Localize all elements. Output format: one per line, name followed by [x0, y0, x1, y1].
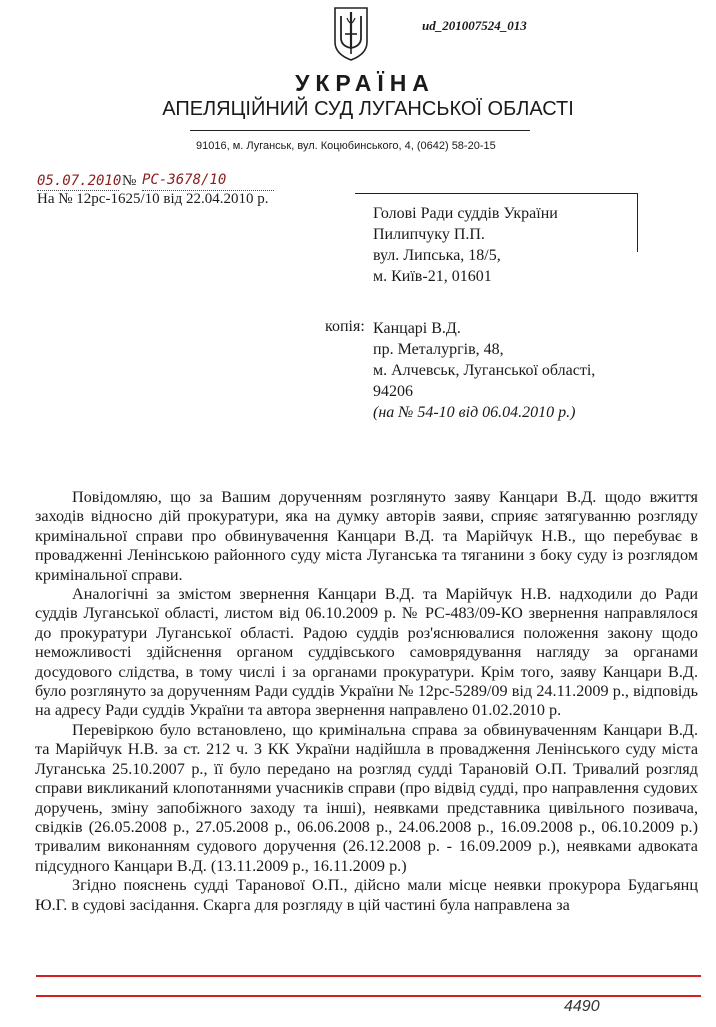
reference-line: На № 12рс-1625/10 від 22.04.2010 р. — [37, 191, 269, 207]
outgoing-number-label: № — [122, 173, 137, 189]
copy-label: копія: — [325, 318, 365, 335]
header-divider — [190, 130, 530, 131]
copy-recipient-block — [373, 318, 595, 423]
body-paragraph: Аналогічні за змістом звернення Канцари В.Д. та Марійчук Н.В. надходили до Ради суддів Луганської області, листом від 06.10.2009 р. № РС-483/09-КО звернення направлялося до прокуратури Луганської області. Радою суддів роз'яснювалися положення закону щодо неможливості здійснення органом суддівського самоврядування нагляду за органами досудового слідства, в тому числі і за органами прокуратури. Крім того, заяву Канцари В.Д. було розглянуто за дорученням Ради суддів України № 12рс-5289/09 від 24.11.2009 р., відповідь на адресу Ради суддів України та автора звернення направлено 01.02.2010 р. — [35, 585, 698, 720]
copy-reference-note: (на № 54-10 від 06.04.2010 р.) — [373, 404, 576, 421]
recipient-line: вул. Липська, 18/5, — [373, 247, 501, 264]
copy-line: м. Алчевськ, Луганської області, — [373, 362, 596, 379]
document-id: ud_201007524_013 — [422, 18, 527, 33]
court-address: 91016, м. Луганськ, вул. Коцюбинського, 4, (0642) 58-20-15 — [196, 140, 496, 152]
outgoing-date: 05.07.2010 — [37, 173, 122, 189]
recipient-line: м. Київ-21, 01601 — [373, 268, 492, 285]
letter-body — [35, 488, 698, 915]
recipient-block — [373, 203, 558, 287]
recipient-line: Пилипчуку П.П. — [373, 226, 485, 243]
country-title: УКРАЇНА — [295, 70, 435, 96]
copy-line: 94206 — [373, 383, 413, 400]
body-paragraph: Повідомляю, що за Вашим дорученням розглянуто заяву Канцари В.Д. щодо вжиття заходів відносно дій прокуратури, яка на думку авторів заяви, сприяє затягуванню розгляду кримінальної справи про обвинувачення Канцари В.Д. та Марійчук Н.В., що перебуває в провадженні Ленінською районного суду міста Луганська та тяганини з боку суду із розглядом кримінальної справи. — [35, 488, 698, 584]
body-paragraph: Перевіркою було встановлено, що кримінальна справа за обвинуваченням Канцари В.Д. та Марійчук Н.В. за ст. 212 ч. 3 КК України надійшла в провадження Ленінського суду міста Луганська 25.10.2007 р., її було передано на розгляд судді Тарановій О.П. Тривалий розгляд справи викликаний клопотаннями учасників справи (про відвід судді, про направлення судових доручень, зміну запобіжного заходу та інші), неявками представника цивільного позивача, свідків (26.05.2008 р., 27.05.2008 р., 06.06.2008 р., 24.06.2008 р., 16.09.2008 р., 06.10.2009 р.) тривалим виконанням судового доручення (26.12.2008 р. - 16.09.2009 р.), неявками адвоката підсудного Канцари В.Д. (13.11.2009 р., 16.11.2009 р.) — [35, 720, 698, 875]
court-name: АПЕЛЯЦІЙНИЙ СУД ЛУГАНСЬКОЇ ОБЛАСТІ — [162, 98, 574, 120]
red-underline-2 — [36, 995, 701, 997]
trident-emblem-icon — [331, 4, 371, 62]
red-underline-1 — [36, 975, 701, 977]
copy-line: пр. Металургів, 48, — [373, 341, 504, 358]
body-paragraph-highlighted: Згідно пояснень судді Таранової О.П., дійсно мали місце неявки прокурора Будагьянц Ю.Г. в судові засідання. Скарга для розгляду в цій частині була направлена за — [35, 876, 698, 914]
recipient-line: Голові Ради суддів України — [373, 205, 558, 222]
copy-line: Канцарі В.Д. — [373, 320, 461, 337]
outgoing-number: РС-3678/10 — [142, 172, 227, 188]
handwritten-page-number: 4490 — [564, 998, 600, 1015]
